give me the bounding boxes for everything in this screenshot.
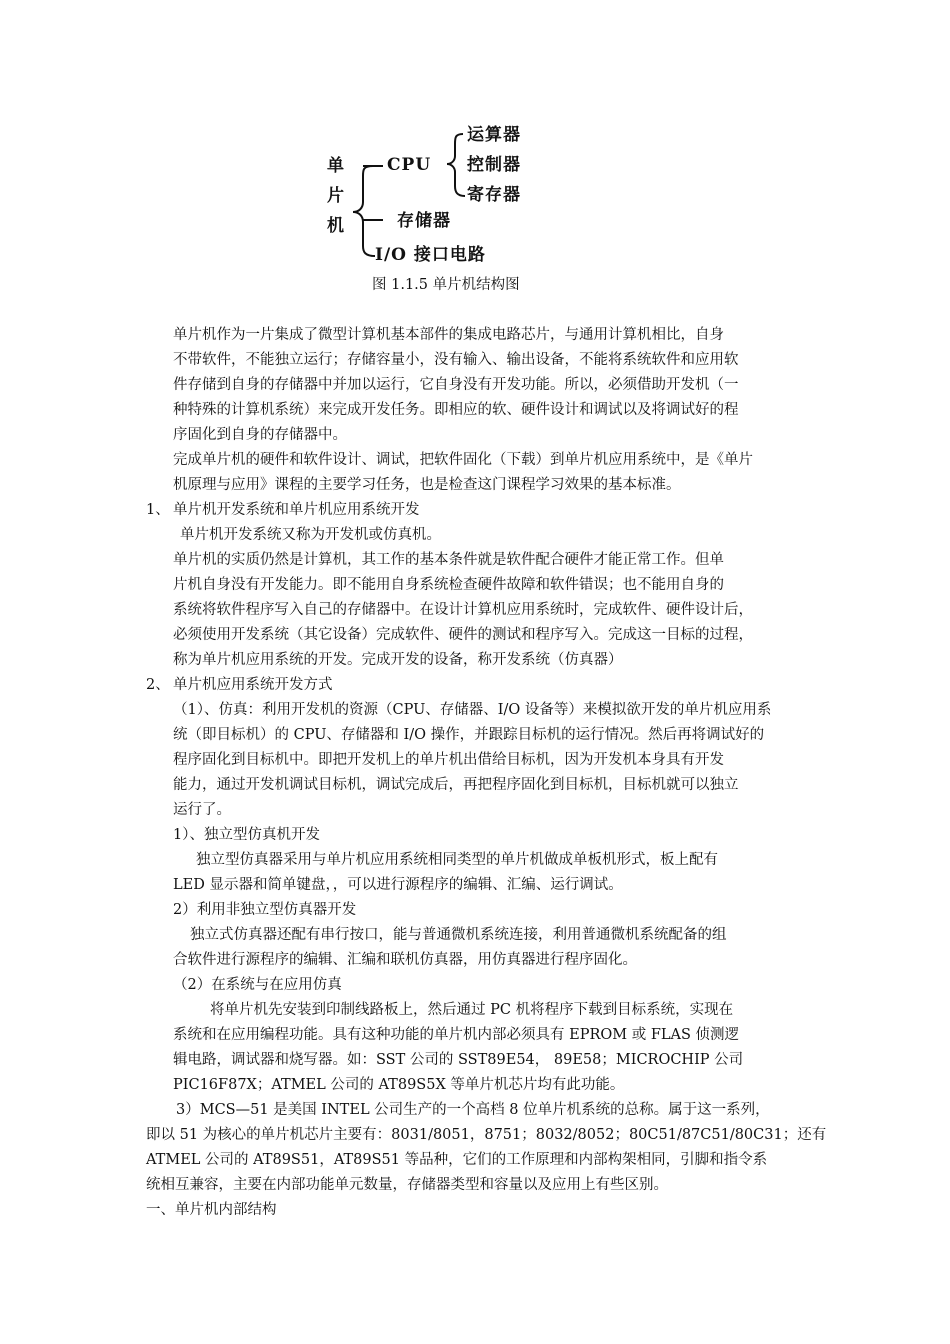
text-line: 序固化到自身的存储器中。 bbox=[173, 427, 347, 443]
section-heading: 一、单片机内部结构 bbox=[146, 1202, 277, 1218]
text-line: 将单片机先安装到印制线路板上，然后通过 PC 机将程序下载到目标系统，实现在 bbox=[210, 1002, 734, 1018]
diagram-io: I/O 接口电路 bbox=[375, 245, 486, 265]
diagram-memory: 存储器 bbox=[397, 211, 451, 231]
text-line: 单片机作为一片集成了微型计算机基本部件的集成电路芯片，与通用计算机相比，自身 bbox=[173, 327, 724, 343]
text-line: 统相互兼容，主要在内部功能单元数量，存储器类型和容量以及应用上有些区别。 bbox=[146, 1177, 668, 1193]
diagram-cpu: CPU bbox=[387, 155, 432, 175]
text-line: 单片机的实质仍然是计算机，其工作的基本条件就是软件配合硬件才能正常工作。但单 bbox=[173, 552, 724, 568]
section-number-2: 2、 bbox=[146, 677, 170, 693]
text-line: 完成单片机的硬件和软件设计、调试，把软件固化（下载）到单片机应用系统中，是《单片 bbox=[173, 452, 753, 468]
text-line: （1）、仿真：利用开发机的资源（CPU、存储器、I/O 设备等）来模拟欲开发的单片机应用系 bbox=[173, 702, 772, 718]
text-line: 单片机开发系统又称为开发机或仿真机。 bbox=[180, 527, 441, 543]
text-line: 必须使用开发系统（其它设备）完成软件、硬件的测试和程序写入。完成这一目标的过程， bbox=[173, 627, 753, 643]
text-line: 件存储到自身的存储器中并加以运行，它自身没有开发功能。所以，必须借助开发机（一 bbox=[173, 377, 739, 393]
text-line: 即以 51 为核心的单片机芯片主要有：8031/8051，8751；8032/8052；80C51/87C51/80C31；还有 bbox=[146, 1127, 827, 1143]
text-line: 种特殊的计算机系统）来完成开发任务。即相应的软、硬件设计和调试以及将调试好的程 bbox=[173, 402, 739, 418]
section-heading-1: 单片机开发系统和单片机应用系统开发 bbox=[173, 502, 420, 518]
text-line: 独立式仿真器还配有串行按口，能与普通微机系统连接，利用普通微机系统配备的组 bbox=[190, 927, 727, 943]
text-line: LED 显示器和简单键盘，，可以进行源程序的编辑、汇编、运行调试。 bbox=[173, 877, 623, 893]
diagram-registers: 寄存器 bbox=[467, 185, 521, 205]
text-line: 能力，通过开发机调试目标机，调试完成后，再把程序固化到目标机，目标机就可以独立 bbox=[173, 777, 739, 793]
subheading: 1）、独立型仿真机开发 bbox=[173, 827, 320, 843]
text-line: 系统和在应用编程功能。具有这种功能的单片机内部必须具有 EPROM 或 FLAS 侦测逻 bbox=[173, 1027, 740, 1043]
text-line: 系统将软件程序写入自己的存储器中。在设计计算机应用系统时，完成软件、硬件设计后， bbox=[173, 602, 753, 618]
figure-caption: 图 1.1.5 单片机结构图 bbox=[372, 277, 520, 293]
text-line: ATMEL 公司的 AT89S51，AT89S51 等品种，它们的工作原理和内部构架相同，引脚和指令系 bbox=[146, 1152, 768, 1168]
diagram-root-char-2: 片 bbox=[327, 186, 345, 206]
diagram-controller: 控制器 bbox=[467, 155, 521, 175]
subheading: 2）利用非独立型仿真器开发 bbox=[173, 902, 357, 918]
text-line: 不带软件，不能独立运行；存储容量小，没有输入、输出设备，不能将系统软件和应用软 bbox=[173, 352, 739, 368]
diagram-root-char-3: 机 bbox=[327, 216, 345, 236]
diagram-alu: 运算器 bbox=[467, 125, 521, 145]
text-line: 称为单片机应用系统的开发。完成开发的设备，称开发系统（仿真器） bbox=[173, 652, 623, 668]
section-heading-2: 单片机应用系统开发方式 bbox=[173, 677, 333, 693]
text-line: PIC16F87X；ATMEL 公司的 AT89S5X 等单片机芯片均有此功能。 bbox=[173, 1077, 625, 1093]
text-line: 独立型仿真器采用与单片机应用系统相同类型的单片机做成单板机形式，板上配有 bbox=[196, 852, 718, 868]
text-line: 3）MCS—51 是美国 INTEL 公司生产的一个高档 8 位单片机系统的总称。属于这一系列， bbox=[176, 1102, 770, 1118]
diagram-root-char-1: 单 bbox=[327, 156, 345, 176]
text-line: 合软件进行源程序的编辑、汇编和联机仿真器，用仿真器进行程序固化。 bbox=[173, 952, 637, 968]
section-number-1: 1、 bbox=[146, 502, 170, 518]
text-line: 片机自身没有开发能力。即不能用自身系统检查硬件故障和软件错误；也不能用自身的 bbox=[173, 577, 724, 593]
text-line: 统（即目标机）的 CPU、存储器和 I/O 操作，并跟踪目标机的运行情况。然后再将调试好的 bbox=[173, 727, 765, 743]
text-line: 机原理与应用》课程的主要学习任务，也是检查这门课程学习效果的基本标准。 bbox=[173, 477, 681, 493]
mcu-structure-diagram bbox=[315, 120, 545, 270]
subheading: （2）在系统与在应用仿真 bbox=[173, 977, 342, 993]
text-line: 辑电路，调试器和烧写器。如：SST 公司的 SST89E54， 89E58；MICROCHIP 公司 bbox=[173, 1052, 744, 1068]
text-line: 运行了。 bbox=[173, 802, 231, 818]
text-line: 程序固化到目标机中。即把开发机上的单片机出借给目标机，因为开发机本身具有开发 bbox=[173, 752, 724, 768]
